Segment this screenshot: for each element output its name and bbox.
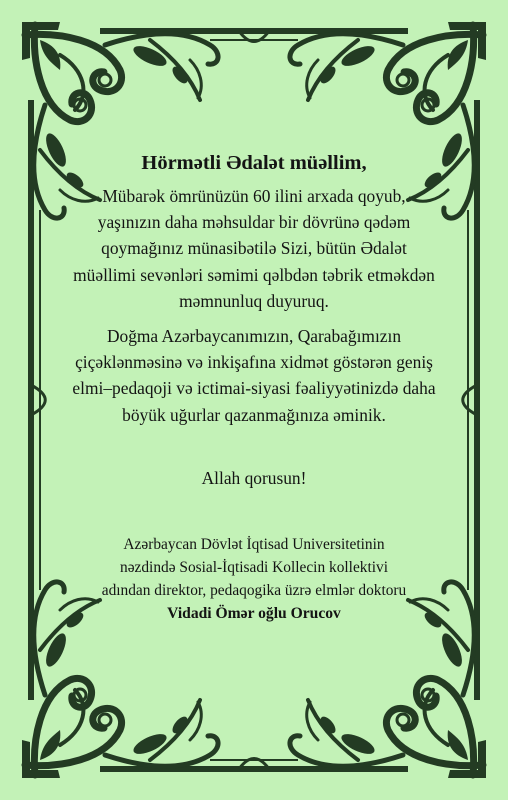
signature-line-3: adından direktor, pedaqogika üzrə elmlər doktoru [101, 582, 407, 599]
signatory-name: Vidadi Ömər oğlu Orucov [167, 605, 341, 622]
congratulation-paragraph: Mübarək ömrünüzün 60 ilini arxada qoyub, yaşınızın daha məhsuldar bir dövrünə qədəm qoymağınız münasibətilə Sizi, bütün Ədalət müəllimi sevənləri səmimi qəlbdən təbrik etməkdən məmnunluq duyuruq. [73, 186, 435, 311]
greeting-heading: Hörmətli Ədalət müəllim, [141, 152, 367, 174]
signature-line-2: nəzdində Sosial-İqtisadi Kollecin kollektivi [120, 559, 388, 576]
blessing-line: Allah qorusun! [201, 468, 307, 488]
signature-line-1: Azərbaycan Dövlət İqtisad Universitetinin [123, 536, 385, 553]
signature-block [60, 533, 448, 625]
wishes-paragraph: Doğma Azərbaycanımızın, Qarabağımızın çiçəklənməsinə və inkişafına xidmət göstərən geniş elmi–pedaqoji və ictimai-siyasi fəaliyyətinizdə daha böyük uğurlar qazanmağınıza əminik. [72, 326, 436, 425]
